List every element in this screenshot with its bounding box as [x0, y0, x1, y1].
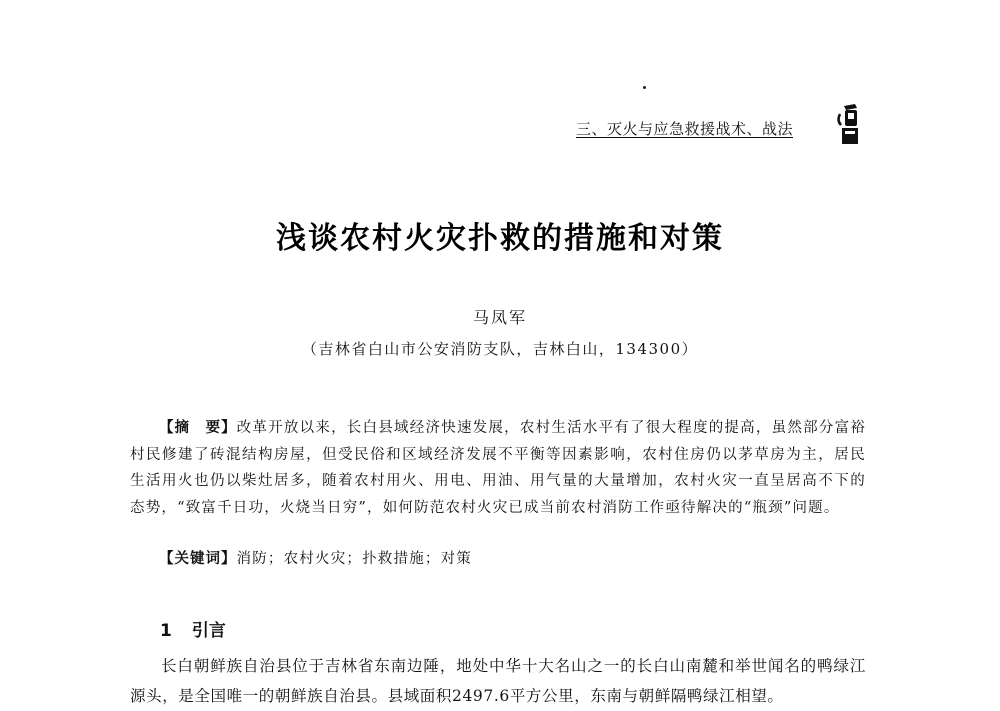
section-number: 1	[160, 621, 172, 641]
section-heading	[160, 616, 226, 641]
section-body-text: 长白朝鲜族自治县位于吉林省东南边陲，地处中华十大名山之一的长白山南麓和举世闻名的鸭绿江源头，是全国唯一的朝鲜族自治县。县域面积2497.6平方公里，东南与朝鲜隔鸭绿江相望。	[130, 657, 866, 705]
abstract-text: 改革开放以来，长白县域经济快速发展，农村生活水平有了很大程度的提高，虽然部分富裕村民修建了砖混结构房屋，但受民俗和区域经济发展不平衡等因素影响，农村住房仍以茅草房为主，居民生活用火也仍以柴灶居多，随着农村用火、用电、用油、用气量的大量增加，农村火灾一直呈居高不下的态势，“致富千日功，火烧当日穷”，如何防范农村火灾已成当前农村消防工作亟待解决的“瓶颈”问题。	[130, 420, 866, 516]
article-title: 浅谈农村火灾扑救的措施和对策	[276, 221, 724, 256]
fire-extinguisher-icon	[835, 100, 865, 146]
scan-speck	[643, 86, 646, 89]
author-name: 马凤军	[472, 308, 527, 327]
keywords-block	[159, 547, 472, 568]
keywords-text: 消防；农村火灾；扑救措施；对策	[236, 551, 472, 567]
author-affiliation: （吉林省白山市公安消防支队，吉林白山，134300）	[301, 340, 699, 358]
running-header: 三、灭火与应急救援战术、战法	[576, 120, 794, 138]
section-title: 引言	[191, 621, 226, 641]
abstract-block	[130, 415, 866, 521]
keywords-label: 【关键词】	[159, 551, 237, 567]
abstract-label: 【摘 要】	[159, 420, 237, 436]
